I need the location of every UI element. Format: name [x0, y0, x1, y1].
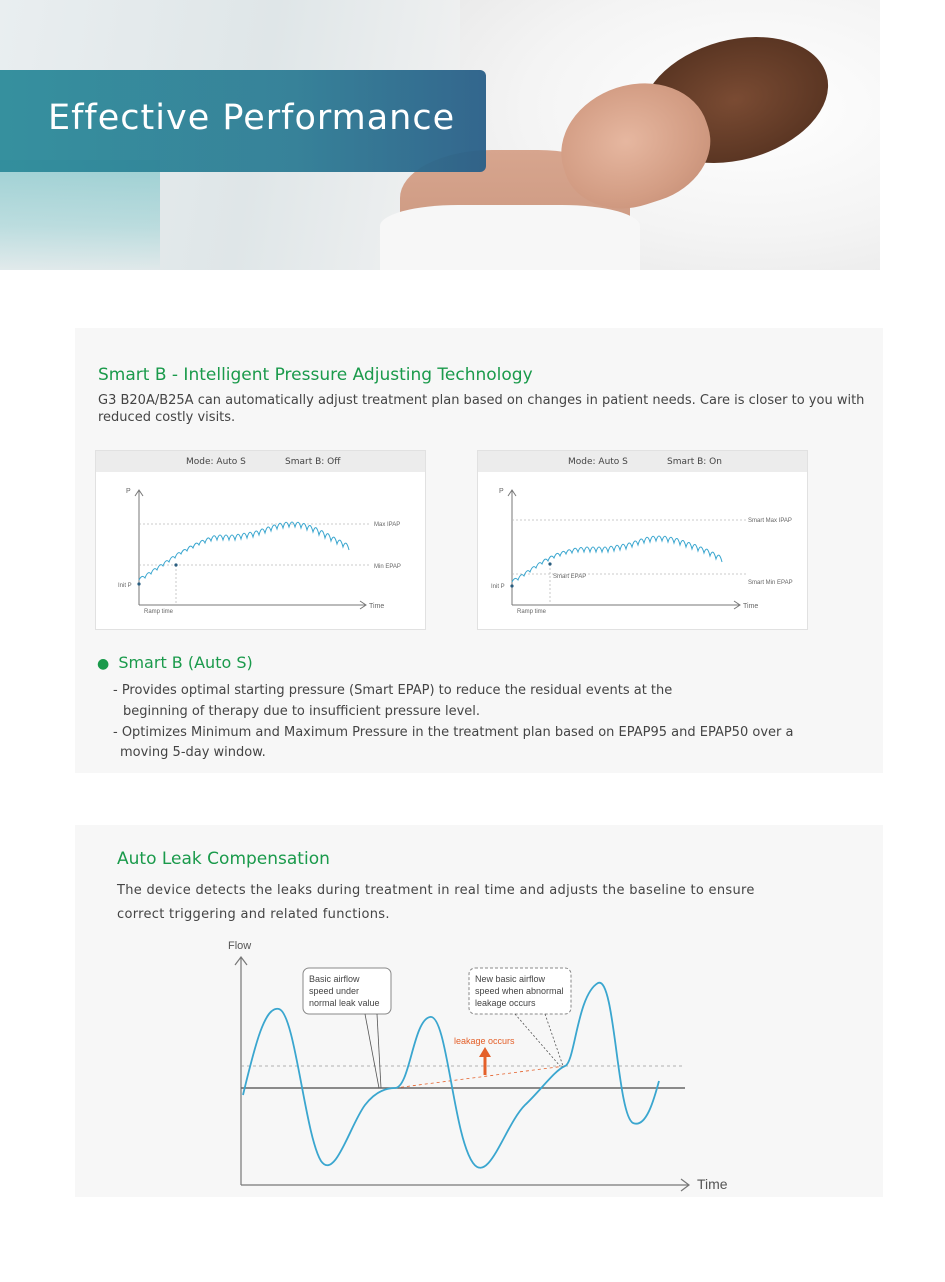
- feature-item-1-line1: - Provides optimal starting pressure (Smart EPAP) to reduce the residual events at the: [113, 683, 673, 698]
- callout-2-line-2: speed when abnormal: [475, 986, 564, 996]
- smart-b-on-chart: [477, 450, 808, 630]
- smart-b-desc-line1: G3 B20A/B25A can automatically adjust treatment plan based on changes in patient needs. Care is closer to you with: [98, 393, 865, 408]
- init-p-label: Init P: [491, 584, 505, 590]
- chart-header: [478, 451, 807, 472]
- max-ipap-label: Max IPAP: [374, 522, 401, 528]
- auto-leak-heading: Auto Leak Compensation: [117, 849, 330, 869]
- pressure-graph-on: [478, 472, 809, 630]
- min-epap-label: Min EPAP: [374, 564, 401, 570]
- time-axis-label: Time: [743, 603, 759, 610]
- hero-blanket: [0, 160, 160, 270]
- pressure-wave-off: [139, 522, 349, 580]
- feature-item-2-line2: moving 5-day window.: [120, 745, 266, 760]
- smart-b-auto-s-heading: ● Smart B (Auto S): [97, 653, 253, 672]
- smart-b-heading: Smart B - Intelligent Pressure Adjusting Technology: [98, 365, 533, 385]
- callout-2-line-1: New basic airflow: [475, 974, 546, 984]
- callout-2-line-3: leakage occurs: [475, 998, 536, 1008]
- chart-header: [96, 451, 425, 472]
- smart-min-epap-label: Smart Min EPAP: [748, 580, 793, 586]
- flow-graph: [215, 935, 855, 1197]
- feature-item-1-line2: beginning of therapy due to insufficient pressure level.: [123, 704, 481, 719]
- callout-1-line-1: Basic airflow: [309, 974, 360, 984]
- auto-leak-desc-line2: correct triggering and related functions.: [117, 907, 390, 922]
- auto-leak-panel: [75, 825, 883, 1197]
- leakage-occurs-label: leakage occurs: [454, 1036, 515, 1046]
- callout-1-line-3: normal leak value: [309, 998, 380, 1008]
- time-axis-label: Time: [697, 1176, 728, 1192]
- pressure-graph-off: [96, 472, 427, 630]
- p-axis-label: P: [499, 488, 504, 495]
- ramp-time-label: Ramp time: [144, 609, 174, 615]
- smart-b-off-chart: [95, 450, 426, 630]
- smart-b-panel: [75, 328, 883, 773]
- ramp-time-label: Ramp time: [517, 609, 547, 615]
- page-title: Effective Performance: [48, 98, 456, 138]
- smart-b-state: Smart B: Off: [285, 457, 341, 467]
- hero-image: [0, 0, 880, 270]
- bullet-dot-icon: ●: [97, 656, 110, 672]
- smart-b-state: Smart B: On: [667, 457, 722, 467]
- feature-item-2-line1: - Optimizes Minimum and Maximum Pressure in the treatment plan based on EPAP95 and EPAP50 over a: [113, 725, 794, 740]
- pressure-wave-on: [512, 536, 722, 582]
- auto-leak-desc-line1: The device detects the leaks during treatment in real time and adjusts the baseline to ensure: [117, 883, 755, 898]
- init-p-label: Init P: [118, 583, 132, 589]
- smart-epap-label: Smart EPAP: [553, 574, 587, 580]
- callout-1-line-2: speed under: [309, 986, 360, 996]
- p-axis-label: P: [126, 488, 131, 495]
- smart-max-ipap-label: Smart Max IPAP: [748, 518, 792, 524]
- mode-label: Mode: Auto S: [186, 457, 246, 467]
- flow-axis-label: Flow: [228, 940, 252, 952]
- time-axis-label: Time: [369, 603, 385, 610]
- smart-b-desc-line2: reduced costly visits.: [98, 410, 236, 425]
- mode-label: Mode: Auto S: [568, 457, 628, 467]
- hero-shirt: [380, 205, 640, 270]
